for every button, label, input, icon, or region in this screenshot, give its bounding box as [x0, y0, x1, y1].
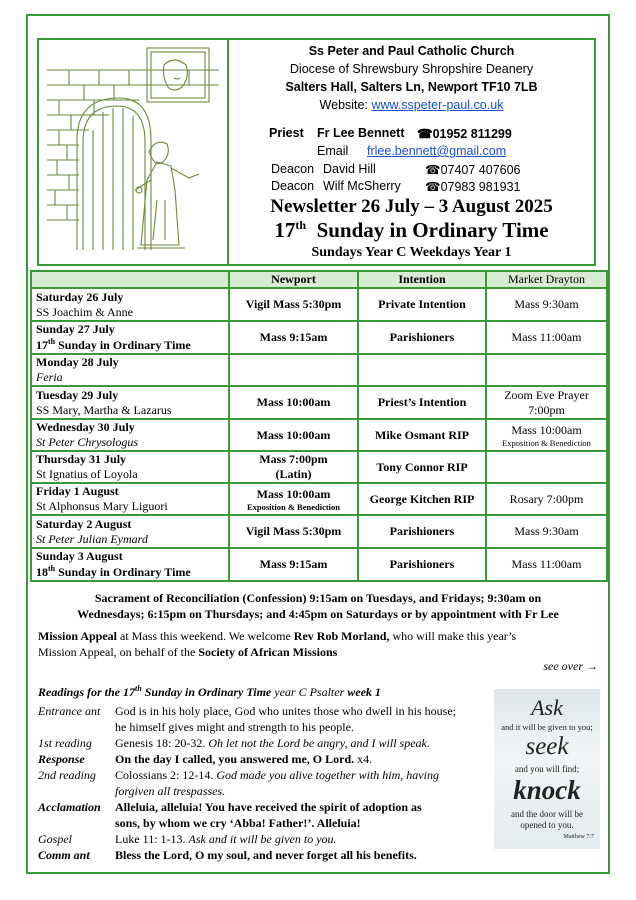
table-row — [31, 419, 607, 451]
intention-cell: Parishioners — [358, 321, 486, 354]
saint-label: SS Joachim & Anne — [36, 304, 134, 319]
communion-text: Bless the Lord, O my soul, and never forget all his benefits. — [115, 848, 417, 862]
entrance-label: Entrance ant — [38, 704, 101, 718]
drayton-cell — [486, 419, 607, 451]
mission-label: Mission Appeal — [38, 629, 118, 643]
first-reading-ref: Genesis 18: 20-32. — [115, 736, 209, 750]
mission-speaker: Rev Rob Morland, — [293, 629, 390, 643]
deacon2-name: Wilf McSherry — [323, 179, 401, 193]
deacon1-phone: ☎07407 407606 — [425, 163, 521, 177]
table-row — [31, 354, 607, 386]
readings-heading-b: Sunday in Ordinary Time — [141, 685, 272, 699]
response-repeat: x4. — [354, 752, 373, 766]
day-label: Wednesday 30 July — [36, 420, 135, 434]
table-row — [31, 548, 607, 581]
saint-label: St Alphonsus Mary Liguori — [36, 499, 168, 513]
drayton-cell: Mass 9:30am — [486, 515, 607, 548]
diocese: Diocese of Shrewsbury Shropshire Deanery — [289, 62, 534, 76]
table-row — [31, 515, 607, 548]
deacon2-label: Deacon — [271, 179, 315, 193]
drayton-cell — [486, 386, 607, 419]
newport-cell: Mass 9:15am — [229, 321, 358, 354]
col-market-drayton: Market Drayton — [486, 271, 607, 288]
saint-text: Sunday in Ordinary Time — [58, 565, 191, 579]
see-over: see over → — [543, 659, 598, 673]
deacon1-name: David Hill — [323, 162, 376, 176]
year-line: Sundays Year C Weekdays Year 1 — [311, 245, 512, 260]
gospel-ref: Luke 11: 1-13. — [115, 832, 189, 846]
saint-label: St Peter Julian Eymard — [36, 531, 148, 546]
response-text — [115, 751, 497, 767]
entrance-text-2: he himself gives might and strength to his people. — [115, 720, 354, 734]
saint-label: St Peter Chrysologus — [36, 435, 138, 449]
day-cell — [31, 386, 229, 419]
readings-heading-d: week 1 — [344, 685, 381, 699]
table-row — [31, 288, 607, 321]
drayton-cell: Rosary 7:00pm — [486, 483, 607, 515]
priest-phone: ☎01952 811299 — [417, 127, 512, 141]
email-label: Email — [317, 144, 349, 158]
readings-heading-sup: th — [135, 684, 142, 693]
drayton-cell: Mass 11:00am — [486, 321, 607, 354]
intention-cell: Priest’s Intention — [358, 386, 486, 419]
card-line-2: and you will find; — [514, 764, 580, 774]
drayton-line-1: Zoom Eve Prayer — [504, 387, 589, 402]
day-cell — [31, 419, 229, 451]
day-cell — [31, 451, 229, 483]
mission-text-2: who will make this year’s — [389, 629, 517, 643]
table-row — [31, 451, 607, 483]
sunday-title — [229, 218, 594, 243]
table-row — [31, 386, 607, 419]
newport-cell: Vigil Mass 5:30pm — [229, 288, 358, 321]
ask-seek-knock-card — [494, 689, 600, 849]
day-cell — [31, 354, 229, 386]
col-newport: Newport — [229, 271, 358, 288]
first-reading-label: 1st reading — [38, 736, 92, 750]
drayton-cell: Mass 9:30am — [486, 288, 607, 321]
drayton-cell — [486, 354, 607, 386]
intention-cell: Parishioners — [358, 548, 486, 581]
acclamation-text-1: Alleluia, alleluia! You have received the spirit of adoption as — [115, 800, 422, 814]
drayton-line-2: Exposition & Benediction — [502, 437, 591, 448]
readings-heading — [38, 681, 488, 700]
table-row — [31, 321, 607, 354]
second-reading-text — [115, 767, 497, 783]
intention-cell: Parishioners — [358, 515, 486, 548]
newport-cell: Vigil Mass 5:30pm — [229, 515, 358, 548]
second-reading-label: 2nd reading — [38, 768, 96, 782]
saint-label — [36, 337, 224, 353]
card-ask: Ask — [531, 695, 563, 720]
drayton-cell — [486, 451, 607, 483]
card-seek: seek — [525, 733, 569, 760]
communion-label: Comm ant — [38, 848, 90, 862]
email-link[interactable]: frlee.bennett@gmail.com — [367, 144, 507, 158]
drayton-line-2: 7:00pm — [528, 402, 565, 417]
address: Salters Hall, Salters Ln, Newport TF10 7LB — [285, 80, 538, 94]
deacon2-phone: ☎07983 981931 — [425, 180, 521, 194]
acclamation-text-2: sons, by whom we cry ‘Abba! Father!’. Alleluia! — [115, 816, 361, 830]
newport-cell — [229, 354, 358, 386]
day-label: Monday 28 July — [36, 355, 119, 369]
newport-cell — [229, 451, 358, 483]
readings-heading-c: year C Psalter — [271, 685, 345, 699]
church-name: Ss Peter and Paul Catholic Church — [308, 44, 515, 58]
saint-sup: th — [48, 337, 56, 346]
reconciliation-line-1: Sacrament of Reconciliation (Confession) 9:15am on Tuesdays, and Fridays; 9:30am on — [94, 591, 542, 605]
gospel-quote: Ask and it will be given to you. — [188, 832, 337, 846]
newport-line-1: Mass 10:00am — [256, 486, 331, 501]
saint-label: SS Mary, Martha & Lazarus — [36, 402, 172, 417]
intention-cell: Tony Connor RIP — [358, 451, 486, 483]
newport-cell — [229, 483, 358, 515]
intention-cell: Private Intention — [358, 288, 486, 321]
day-label: Thursday 31 July — [36, 452, 127, 466]
day-cell — [31, 483, 229, 515]
day-cell — [31, 288, 229, 321]
day-cell — [31, 548, 229, 581]
gospel-text — [115, 831, 497, 847]
second-reading-quote-1: God made you alive together with him, having — [216, 768, 439, 782]
schedule-table — [30, 270, 608, 582]
drayton-line-1: Mass 10:00am — [511, 422, 582, 437]
schedule-header-row — [31, 271, 607, 288]
header-blank-cell — [31, 271, 229, 288]
deacon1-label: Deacon — [271, 162, 315, 176]
mission-text-1: at Mass this weekend. We welcome — [117, 629, 294, 643]
saint-label: St Ignatius of Loyola — [36, 467, 138, 481]
priest-label: Priest — [269, 126, 304, 140]
day-label: Saturday 2 August — [36, 516, 132, 531]
card-line-3: and the door will be — [511, 809, 583, 819]
newsletter-title: Newsletter 26 July – 3 August 2025 — [270, 196, 553, 217]
card-knock: knock — [513, 775, 581, 805]
saint-sup: th — [48, 564, 56, 573]
mission-society: Society of African Missions — [198, 645, 338, 659]
intention-cell: George Kitchen RIP — [358, 483, 486, 515]
card-line-1: and it will be given to you; — [501, 722, 593, 732]
newport-cell: Mass 10:00am — [229, 419, 358, 451]
newport-line-2: (Latin) — [275, 467, 312, 481]
saint-text: Sunday in Ordinary Time — [58, 338, 191, 352]
readings-block — [38, 703, 498, 862]
day-label: Tuesday 29 July — [36, 387, 119, 402]
gospel-label: Gospel — [38, 832, 72, 846]
mission-text-3: Mission Appeal, on behalf of the — [38, 645, 199, 659]
newport-cell: Mass 9:15am — [229, 548, 358, 581]
day-label: Sunday 27 July — [36, 322, 115, 336]
response-words: On the day I called, you answered me, O Lord. — [115, 752, 355, 766]
reconciliation-line-2: Wednesdays; 6:15pm on Thursdays; and 4:45pm on Saturdays or by appointment with Fr Lee — [77, 607, 559, 621]
drayton-cell: Mass 11:00am — [486, 548, 607, 581]
mission-appeal — [38, 628, 598, 660]
second-reading-ref: Colossians 2: 12-14. — [115, 768, 217, 782]
intention-cell — [358, 354, 486, 386]
reconciliation-notice — [38, 590, 598, 622]
sunday-title-text: Sunday in Ordinary Time — [316, 218, 549, 242]
day-label: Saturday 26 July — [36, 289, 124, 304]
jesus-knocking-illustration — [39, 40, 229, 264]
entrance-text-1: God is in his holy place, God who unites those who dwell in his house; — [115, 704, 456, 718]
day-label: Sunday 3 August — [36, 549, 123, 563]
newport-line-1: Mass 7:00pm — [259, 452, 328, 466]
sunday-num: 17 — [274, 218, 296, 242]
website-label: Website: — [319, 98, 368, 112]
newport-cell: Mass 10:00am — [229, 386, 358, 419]
second-reading-quote-2: forgiven all trespasses. — [115, 784, 226, 798]
card-line-4: opened to you. — [520, 820, 574, 830]
website-line — [229, 98, 594, 112]
acclamation-label: Acclamation — [38, 800, 101, 814]
intention-cell: Mike Osmant RIP — [358, 419, 486, 451]
sunday-sup: th — [295, 218, 307, 232]
saint-num: 18 — [36, 565, 48, 579]
newport-line-2: Exposition & Benediction — [246, 501, 341, 512]
first-reading-quote: Oh let not the Lord be angry, and I will speak. — [208, 736, 430, 750]
saint-num: 17 — [36, 338, 48, 352]
response-label: Response — [38, 752, 85, 766]
saint-label: Feria — [36, 370, 63, 384]
readings-heading-a: Readings for the 17 — [38, 685, 136, 699]
table-row — [31, 483, 607, 515]
day-cell — [31, 515, 229, 548]
saint-label — [36, 564, 224, 580]
priest-name: Fr Lee Bennett — [317, 126, 405, 140]
col-intention: Intention — [358, 271, 486, 288]
website-link[interactable]: www.sspeter-paul.co.uk — [371, 98, 504, 112]
first-reading-text — [115, 735, 497, 751]
card-ref: Matthew 7:7 — [563, 834, 594, 840]
day-cell — [31, 321, 229, 354]
day-label: Friday 1 August — [36, 484, 119, 498]
